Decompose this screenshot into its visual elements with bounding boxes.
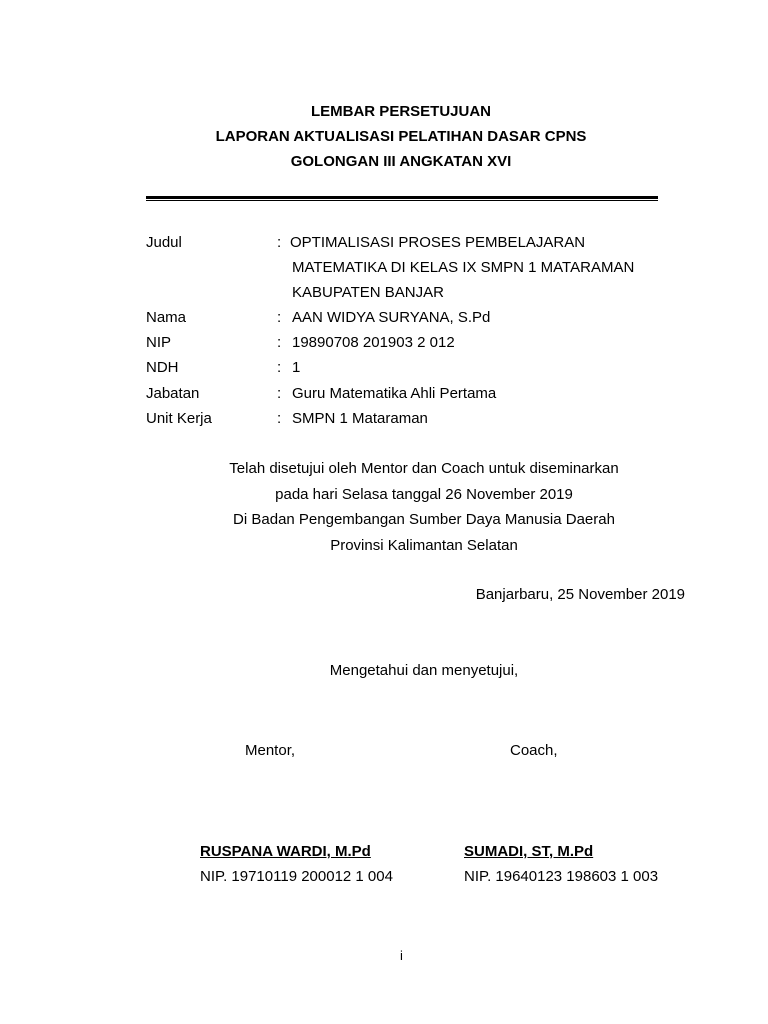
field-value-ndh: 1 <box>292 359 301 376</box>
field-label-nip: NIP <box>146 334 172 351</box>
field-colon-judul: : <box>277 234 282 251</box>
mentor-name: RUSPANA WARDI, M.Pd <box>200 843 371 860</box>
field-value-jabatan: Guru Matematika Ahli Pertama <box>292 385 497 402</box>
doc-title-line3: GOLONGAN III ANGKATAN XVI <box>290 153 512 170</box>
field-value-judul-line3: KABUPATEN BANJAR <box>292 284 444 301</box>
acknowledge-text: Mengetahui dan menyetujui, <box>329 662 519 679</box>
field-value-judul-line2: MATEMATIKA DI KELAS IX SMPN 1 MATARAMAN <box>292 259 635 276</box>
doc-title-line2: LAPORAN AKTUALISASI PELATIHAN DASAR CPNS <box>215 128 587 145</box>
coach-nip: NIP. 19640123 198603 1 003 <box>464 868 659 885</box>
field-value-unit-kerja: SMPN 1 Mataraman <box>292 410 428 427</box>
field-value-judul-line1: OPTIMALISASI PROSES PEMBELAJARAN <box>290 234 586 251</box>
field-label-jabatan: Jabatan <box>146 385 200 402</box>
coach-role: Coach, <box>510 742 558 759</box>
mentor-nip: NIP. 19710119 200012 1 004 <box>200 868 393 885</box>
mentor-role: Mentor, <box>245 742 296 759</box>
field-colon-ndh: : <box>277 359 282 376</box>
header-rule-thick <box>146 196 658 199</box>
field-colon-unit-kerja: : <box>277 410 282 427</box>
approval-line4: Provinsi Kalimantan Selatan <box>330 537 518 554</box>
field-label-judul: Judul <box>146 234 182 251</box>
field-value-nama: AAN WIDYA SURYANA, S.Pd <box>292 309 491 326</box>
field-colon-nama: : <box>277 309 282 326</box>
field-label-nama: Nama <box>146 309 187 326</box>
field-colon-nip: : <box>277 334 282 351</box>
approval-line1: Telah disetujui oleh Mentor dan Coach untuk diseminarkan <box>229 460 619 477</box>
approval-line2: pada hari Selasa tanggal 26 November 2019 <box>275 486 573 503</box>
field-colon-jabatan: : <box>277 385 282 402</box>
field-label-ndh: NDH <box>146 359 179 376</box>
page-number: i <box>400 948 403 963</box>
doc-title-line1: LEMBAR PERSETUJUAN <box>310 103 491 120</box>
field-label-unit-kerja: Unit Kerja <box>146 410 212 427</box>
header-rule-thin <box>146 200 658 201</box>
field-value-nip: 19890708 201903 2 012 <box>292 334 455 351</box>
place-date: Banjarbaru, 25 November 2019 <box>475 586 685 603</box>
approval-line3: Di Badan Pengembangan Sumber Daya Manusia Daerah <box>233 511 615 528</box>
coach-name: SUMADI, ST, M.Pd <box>464 843 594 860</box>
